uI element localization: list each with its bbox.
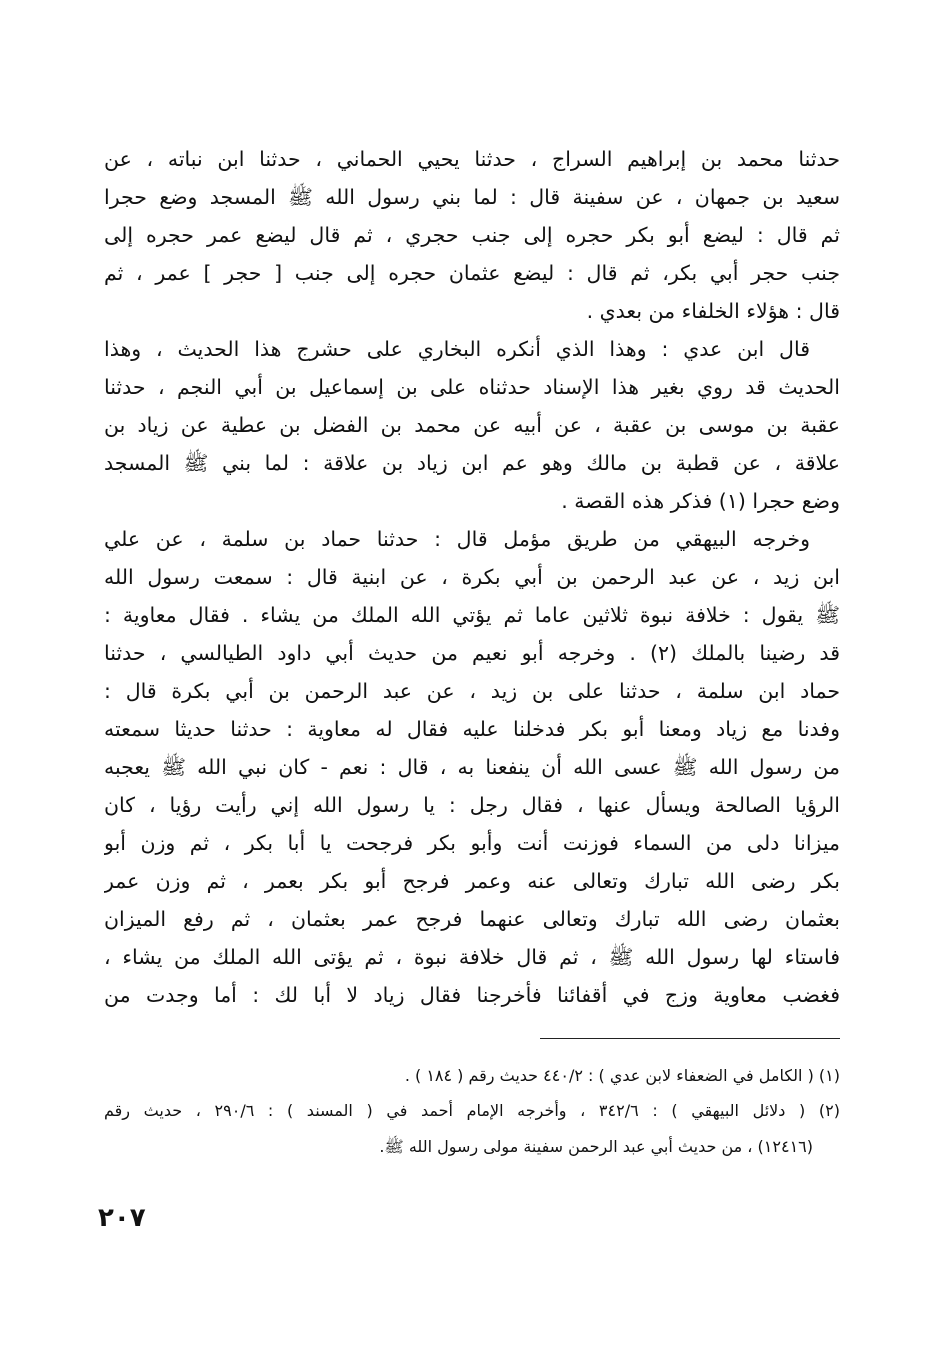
text-line-19: ميزانا دلى من السماء فوزنت أنت وأبو بكر فرجحت يا أبا بكر ، ثم وزن أبو [104, 831, 840, 855]
text-line-6: قال ابن عدي : وهذا الذي أنكره البخاري على حشرج هذا الحديث ، وهذا [104, 337, 810, 361]
footnote-2-continuation: (١٢٤١٦) ، من حديث أبي عبد الرحمن سفينة مولى رسول الله ﷺ. [379, 1137, 813, 1156]
footnote-separator [540, 1038, 840, 1039]
page-number: ٢٠٧ [98, 1203, 146, 1233]
footnote-2: (٢) ( دلائل البيهقي ) : ٣٤٢/٦ ، وأخرجه الإمام أحمد في ( المسند ) : ٢٩٠/٦ ، حديث رقم [104, 1101, 840, 1120]
text-line-2: سعيد بن جمهان ، عن سفينة قال : لما بني رسول الله ﷺ المسجد وضع حجرا [104, 185, 840, 209]
text-line-12: ابن زيد ، عن عبد الرحمن بن أبي بكرة ، عن ابنية قال : سمعت رسول الله [104, 565, 840, 589]
text-line-17: من رسول الله ﷺ عسى الله أن ينفعنا به ، قال : نعم - كان نبي الله ﷺ يعجبه [104, 755, 840, 779]
text-line-3: ثم قال : ليضع أبو بكر حجره إلى جنب حجري ، ثم قال ليضع عمر حجره إلى [104, 223, 840, 247]
text-line-9: علاقة ، عن قطبة بن مالك وهو عم ابن زياد بن علاقة : لما بني ﷺ المسجد [104, 451, 840, 475]
text-line-18: الرؤيا الصالحة ويسأل عنها ، فقال رجل : يا رسول الله إني رأيت رؤيا ، كان [104, 793, 840, 817]
text-line-15: حماد ابن سلمة ، حدثنا على بن زيد ، عن عبد الرحمن بن أبي بكرة قال : [104, 679, 840, 703]
text-line-20: بكر رضى الله تبارك وتعالى عنه وعمر فرجح أبو بكر بعمر ، ثم وزن عمر [104, 869, 840, 893]
text-line-21: بعثمان رضى الله تبارك وتعالى عنهما فرجح عمر بعثمان ، ثم رفع الميزان [104, 907, 840, 931]
text-line-4: جنب حجر أبي بكر، ثم قال : ليضع عثمان حجره إلى جنب [ حجر ] عمر ، ثم [104, 261, 840, 285]
text-line-14: قد رضينا بالملك (٢) . وخرجه أبو نعيم من حديث أبي داود الطيالسي ، حدثنا [104, 641, 840, 665]
text-line-22: فاستاء لها رسول الله ﷺ ، ثم قال خلافة نبوة ، ثم يؤتى الله الملك من يشاء ، [104, 945, 840, 969]
text-line-10: وضع حجرا (١) فذكر هذه القصة . [561, 489, 840, 513]
footnote-1: (١) ( الكامل في الضعفاء لابن عدي ) : ٤٤٠/٢ حديث رقم ( ١٨٤ ) . [404, 1066, 840, 1085]
text-line-1: حدثنا محمد بن إبراهيم السراج ، حدثنا يحيي الحماني ، حدثنا ابن نباته ، عن [104, 147, 840, 171]
text-line-11: وخرجه البيهقي من طريق مؤمل قال : حدثنا حماد بن سلمة ، عن علي [104, 527, 810, 551]
text-line-13: ﷺ يقول : خلافة نبوة ثلاثين عاما ثم يؤتي الله الملك من يشاء . فقال معاوية : [104, 603, 840, 627]
text-line-7: الحديث قد روي بغير هذا الإسناد حدثناه على بن إسماعيل بن أبي النجم ، حدثنا [104, 375, 840, 399]
text-line-23: فغضب معاوية وزج في أقفائنا فأخرجنا فقال زياد لا أبا لك : أما وجدت من [104, 983, 840, 1007]
text-line-16: وفدنا مع زياد ومعنا أبو بكر فدخلنا عليه فقال له معاوية : حدثنا حديثا سمعته [104, 717, 840, 741]
text-line-8: عقبة بن موسى بن عقبة ، عن أبيه عن محمد بن الفضل بن عطية عن زياد بن [104, 413, 840, 437]
text-line-5: قال : هؤلاء الخلفاء من بعدي . [586, 299, 840, 323]
